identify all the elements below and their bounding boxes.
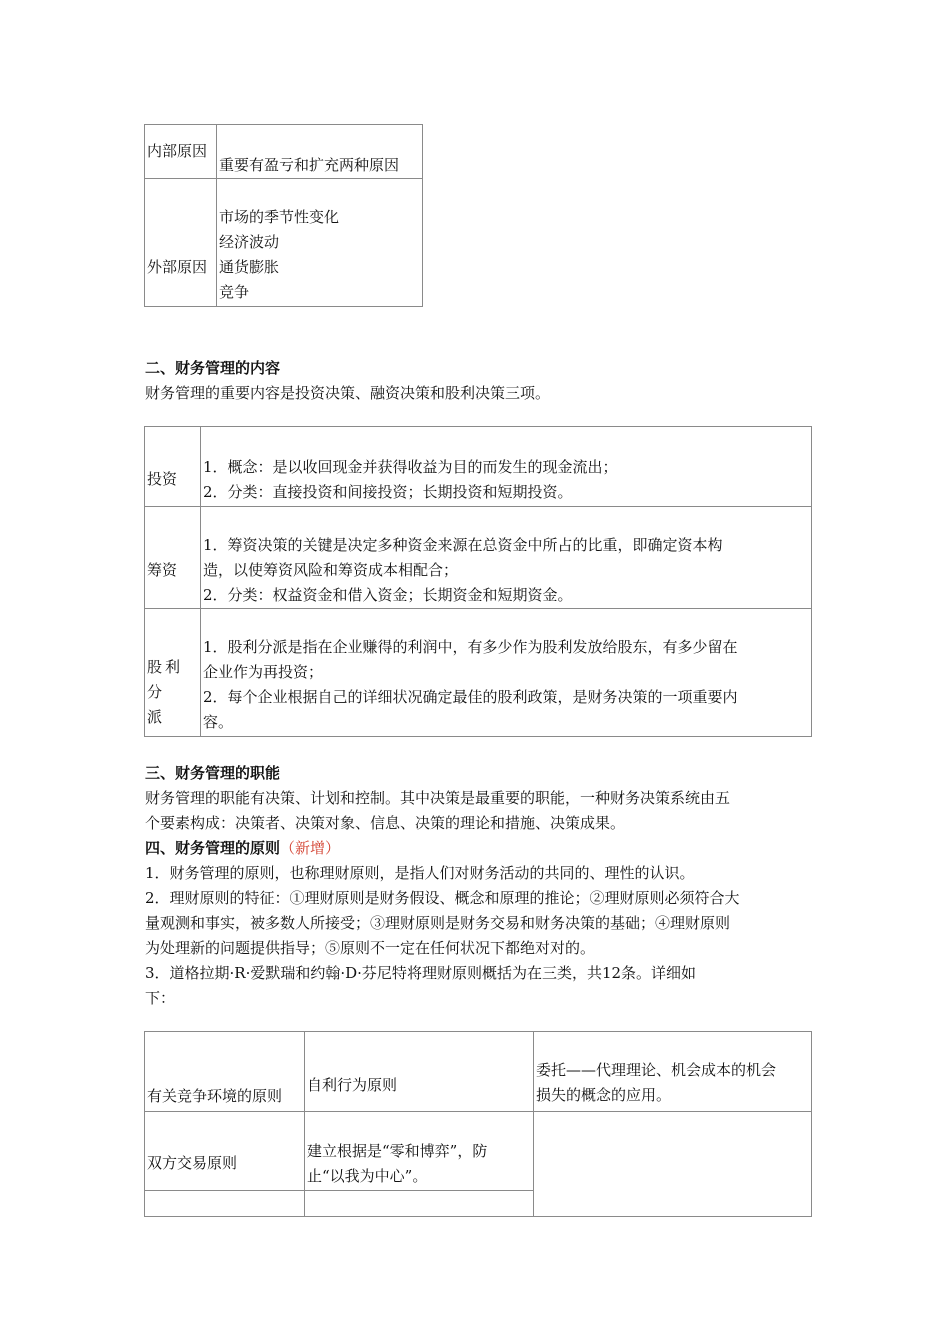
table-row (145, 1032, 812, 1112)
table-row (145, 179, 423, 307)
table-cell: 双方交易原则 (145, 1112, 305, 1191)
cell-line: 竞争 (219, 283, 250, 301)
cell-line: 2．每个企业根据自己的详细状况确定最佳的股利政策，是财务决策的一项重要内 (203, 688, 738, 706)
table-cell-content (201, 427, 812, 507)
text-line: 个要素构成：决策者、决策对象、信息、决策的理论和措施、决策成果。 (145, 814, 626, 832)
cell-line: 企业作为再投资； (203, 663, 324, 681)
table-cell (534, 1032, 812, 1112)
cell-line: 2．分类：直接投资和间接投资；长期投资和短期投资。 (203, 483, 573, 501)
section-text (145, 381, 813, 406)
text-line: 下： (145, 989, 176, 1007)
cell-line: 市场的季节性变化 (219, 208, 340, 226)
cell-line: 1．股利分派是指在企业赚得的利润中，有多少作为股利发放给股东，有多少留在 (203, 638, 738, 656)
cell-line: 1．筹资决策的关键是决定多种资金来源在总资金中所占的比重，即确定资本构 (203, 536, 723, 554)
text-line: 财务管理的重要内容是投资决策、融资决策和股利决策三项。 (145, 384, 551, 402)
table-cell-label (145, 609, 201, 737)
cell-line: 重要有盈亏和扩充两种原因 (219, 156, 400, 174)
table-cell-content (217, 179, 423, 307)
text-line: 2．理财原则的特征：①理财原则是财务假设、概念和原理的推论；②理财原则必须符合大 (145, 889, 740, 907)
section-heading: 三、财务管理的职能 (145, 764, 281, 782)
table-cell: 有关竞争环境的原则 (145, 1032, 305, 1112)
cell-line: 建立根据是“零和博弈”，防 (307, 1142, 488, 1160)
new-tag: （新增） (280, 839, 341, 857)
causes-table (144, 124, 423, 307)
text-line: 财务管理的职能有决策、计划和控制。其中决策是最重要的职能，一种财务决策系统由五 (145, 789, 731, 807)
cell-line: 委托——代理理论、机会成本的机会 (536, 1061, 777, 1079)
table-cell (305, 1112, 534, 1191)
cell-line: 造，以使筹资风险和筹资成本相配合； (203, 561, 459, 579)
table-cell (534, 1112, 812, 1217)
cell-line: 通货膨胀 (219, 258, 280, 276)
table-cell-label: 内部原因 (145, 125, 217, 179)
cell-line: 经济波动 (219, 233, 280, 251)
table-cell-content (217, 125, 423, 179)
table-row (145, 1112, 812, 1191)
section-text (145, 786, 813, 836)
table-row (145, 125, 423, 179)
table-cell-label: 筹资 (145, 507, 201, 609)
section-text (145, 861, 813, 1011)
text-line: 1．财务管理的原则，也称理财原则，是指人们对财务活动的共同的、理性的认识。 (145, 864, 695, 882)
table-cell-content (201, 609, 812, 737)
table-cell (145, 1191, 305, 1217)
principles-table (144, 1031, 812, 1217)
section-heading (145, 836, 340, 861)
heading-text: 四、财务管理的原则 (145, 839, 281, 857)
cell-line: 派 (147, 708, 163, 726)
table-cell-label: 投资 (145, 427, 201, 507)
cell-line: 容。 (203, 713, 234, 731)
cell-line: 损失的概念的应用。 (536, 1086, 672, 1104)
table-cell (305, 1191, 534, 1217)
text-line: 量观测和事实，被多数人所接受；③理财原则是财务交易和财务决策的基础；④理财原则 (145, 914, 731, 932)
cell-line: 2．分类：权益资金和借入资金；长期资金和短期资金。 (203, 586, 573, 604)
table-row (145, 609, 812, 737)
table-cell-content (201, 507, 812, 609)
table-row (145, 427, 812, 507)
cell-line: 1．概念：是以收回现金并获得收益为目的而发生的现金流出； (203, 458, 618, 476)
text-line: 3．道格拉期·R·爱默瑞和约翰·D·芬尼特将理财原则概括为在三类，共12条。详细如 (145, 964, 697, 982)
table-cell-label: 外部原因 (145, 179, 217, 307)
cell-line: 股利分 (147, 658, 184, 701)
content-table (144, 426, 812, 737)
cell-line: 止“以我为中心”。 (307, 1167, 428, 1185)
section-heading: 二、财务管理的内容 (145, 359, 281, 377)
text-line: 为处理新的问题提供指导；⑤原则不一定在任何状况下都绝对对的。 (145, 939, 596, 957)
table-row (145, 507, 812, 609)
table-cell: 自利行为原则 (305, 1032, 534, 1112)
